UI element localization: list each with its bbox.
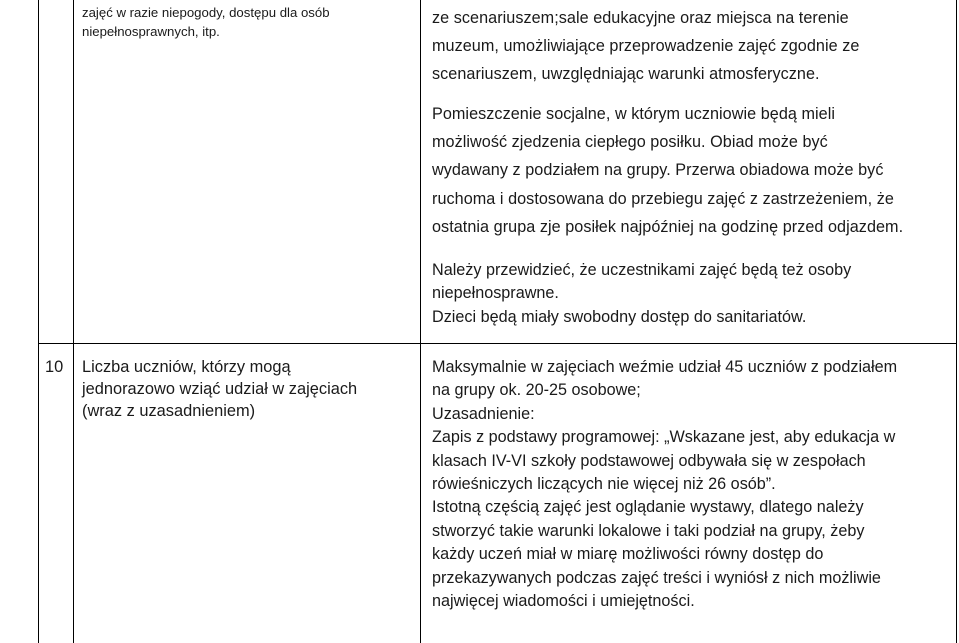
content-line: stworzyć takie warunki lokalowe i taki podział na grupy, żeby bbox=[432, 521, 865, 540]
row-10-criterion bbox=[82, 356, 357, 422]
content-line: na grupy ok. 20-25 osobowe; bbox=[432, 381, 641, 400]
table-left-border bbox=[38, 0, 39, 643]
content-line: ostatnia grupa zje posiłek najpóźniej na godzinę przed odjazdem. bbox=[432, 217, 904, 236]
content-line: Maksymalnie w zajęciach weźmie udział 45 uczniów z podziałem bbox=[432, 358, 898, 376]
content-line: ze scenariuszem;sale edukacyjne oraz miejsca na terenie bbox=[432, 9, 849, 27]
content-line: scenariuszem, uwzględniając warunki atmosferyczne. bbox=[432, 65, 820, 84]
row-10-content bbox=[432, 356, 897, 613]
content-line: Zapis z podstawy programowej: „Wskazane jest, aby edukacja w bbox=[432, 428, 896, 447]
content-line: rówieśniczych liczących nie więcej niż 26 osób”. bbox=[432, 475, 776, 494]
top-row-content-block-1 bbox=[432, 4, 859, 89]
row-divider bbox=[38, 343, 957, 344]
criterion-column-divider bbox=[420, 0, 421, 643]
content-line: najwięcej wiadomości i umiejętności. bbox=[432, 592, 695, 611]
content-line: Pomieszczenie socjalne, w którym uczniowie będą mieli bbox=[432, 105, 836, 123]
criterion-line: niepełnosprawnych, itp. bbox=[82, 23, 220, 39]
criterion-line: Liczba uczniów, którzy mogą bbox=[82, 358, 291, 376]
table-right-border bbox=[956, 0, 957, 643]
top-row-content-block-3 bbox=[432, 259, 851, 329]
content-line: Uzasadnienie: bbox=[432, 404, 535, 423]
content-line: Należy przewidzieć, że uczestnikami zajęć będą też osoby bbox=[432, 261, 852, 279]
content-line: Istotną częścią zajęć jest oglądanie wystawy, dlatego należy bbox=[432, 498, 864, 517]
content-line: klasach IV-VI szkoły podstawowej odbywała się w zespołach bbox=[432, 451, 866, 470]
number-column-divider bbox=[73, 0, 74, 643]
content-line: muzeum, umożliwiające przeprowadzenie zajęć zgodnie ze bbox=[432, 37, 860, 56]
content-line: wydawany z podziałem na grupy. Przerwa obiadowa może być bbox=[432, 161, 884, 180]
criterion-line: jednorazowo wziąć udział w zajęciach bbox=[82, 380, 358, 398]
top-row-content-block-2 bbox=[432, 100, 903, 241]
content-line: ruchoma i dostosowana do przebiegu zajęć z zastrzeżeniem, że bbox=[432, 189, 894, 208]
row-number: 10 bbox=[45, 358, 64, 376]
criterion-line: zajęć w razie niepogody, dostępu dla osób bbox=[82, 5, 330, 20]
content-line: możliwość zjedzenia ciepłego posiłku. Obiad może być bbox=[432, 133, 828, 152]
content-line: niepełnosprawne. bbox=[432, 284, 559, 303]
content-line: każdy uczeń miał w miarę możliwości równy dostęp do bbox=[432, 545, 824, 564]
content-line: przekazywanych podczas zajęć treści i wyniósł z nich możliwie bbox=[432, 568, 881, 587]
top-row-criterion-text bbox=[82, 4, 330, 41]
content-line: Dzieci będą miały swobodny dostęp do sanitariatów. bbox=[432, 307, 807, 326]
criterion-line: (wraz z uzasadnieniem) bbox=[82, 402, 256, 420]
